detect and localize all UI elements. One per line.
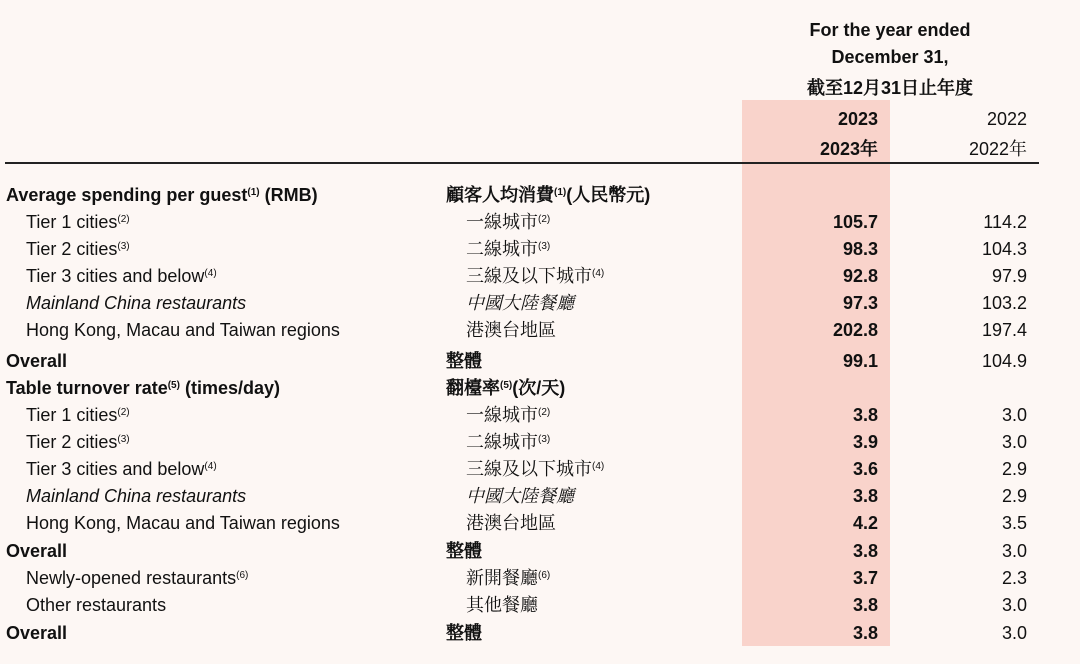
row-label-en: Other restaurants: [26, 595, 167, 615]
value-2022: 104.3: [981, 239, 1027, 259]
value-2022: 2.9: [1001, 486, 1027, 506]
row-label-cn: 顧客人均消費$^{(1)}$(人民幣元): [446, 185, 651, 205]
row-label-en: Table turnover rate$^{(5)}$ (times/day): [6, 378, 280, 398]
value-2023: 92.8: [842, 266, 878, 286]
value-2022: 3.0: [1001, 595, 1027, 615]
value-2023: 202.8: [832, 320, 878, 340]
row-label-en: Hong Kong, Macau and Taiwan regions: [26, 320, 340, 340]
row-label-cn: 二線城市$^{(3)}$: [466, 432, 551, 452]
row-label-en: Tier 3 cities and below$^{(4)}$: [26, 266, 217, 286]
row-label-cn: 整體: [446, 541, 482, 561]
row-label-en: Mainland China restaurants: [26, 293, 247, 313]
row-label-cn: 港澳台地區: [466, 513, 556, 533]
row-label-cn: 中國大陸餐廳: [466, 486, 574, 506]
value-2022: 3.0: [1001, 541, 1027, 561]
row-label-en: Tier 3 cities and below$^{(4)}$: [26, 459, 217, 479]
value-2022: 197.4: [981, 320, 1027, 340]
table-row: [0, 402, 1080, 429]
value-2023: 99.1: [842, 351, 878, 371]
value-2022: 114.2: [983, 212, 1027, 232]
row-label-cn: 一線城市$^{(2)}$: [466, 405, 551, 425]
table-row: [0, 483, 1080, 510]
row-label-en: Tier 1 cities$^{(2)}$: [26, 212, 130, 232]
table-row: [0, 456, 1080, 483]
header-rule: [5, 162, 1039, 164]
col-2023-cn-label: 2023年: [819, 139, 878, 159]
value-2023: 3.8: [852, 623, 878, 643]
row-label-cn: 二線城市$^{(3)}$: [466, 239, 551, 259]
row-label-cn: 整體: [446, 623, 482, 643]
table-row: [0, 182, 1080, 209]
row-label-cn: 港澳台地區: [466, 320, 556, 340]
table-row: [0, 538, 1080, 565]
table-row: [0, 565, 1080, 592]
row-label-cn: 三線及以下城市$^{(4)}$: [466, 459, 605, 479]
header-line-3: 截至12月31日止年度: [806, 78, 974, 98]
value-2023: 3.7: [852, 568, 878, 588]
row-label-en: Overall: [6, 541, 68, 561]
value-2023: 3.9: [852, 432, 878, 452]
table-row: [0, 290, 1080, 317]
value-2022: 3.5: [1001, 513, 1027, 533]
value-2023: 3.8: [852, 405, 878, 425]
row-label-en: Hong Kong, Macau and Taiwan regions: [26, 513, 340, 533]
row-label-cn: 翻檯率$^{(5)}$(次/天): [446, 378, 566, 398]
row-label-en: Newly-opened restaurants$^{(6)}$: [26, 568, 249, 588]
value-2023: 3.8: [852, 486, 878, 506]
row-label-cn: 中國大陸餐廳: [466, 293, 574, 313]
row-label-en: Tier 2 cities$^{(3)}$: [26, 239, 130, 259]
table-row: [0, 263, 1080, 290]
row-label-cn: 一線城市$^{(2)}$: [466, 212, 551, 232]
value-2022: 3.0: [1001, 432, 1027, 452]
table-row: [0, 375, 1080, 402]
table-row: [0, 236, 1080, 263]
row-label-en: Average spending per guest$^{(1)}$ (RMB): [6, 185, 318, 205]
value-2023: 97.3: [842, 293, 878, 313]
table-row: [0, 620, 1080, 647]
row-label-en: Overall: [6, 351, 68, 371]
row-label-en: Overall: [6, 623, 68, 643]
table-row: [0, 592, 1080, 619]
row-label-en: Mainland China restaurants: [26, 486, 247, 506]
value-2023: 3.8: [852, 595, 878, 615]
col-2023-label: 2023: [837, 109, 878, 129]
value-2023: 105.7: [832, 212, 878, 232]
table-row: [0, 348, 1080, 375]
row-label-cn: 整體: [446, 351, 482, 371]
row-label-cn: 其他餐廳: [466, 595, 538, 615]
row-label-en: Tier 1 cities$^{(2)}$: [26, 405, 130, 425]
value-2023: 4.2: [852, 513, 878, 533]
value-2023: 3.8: [852, 541, 878, 561]
value-2022: 3.0: [1001, 623, 1027, 643]
row-label-cn: 三線及以下城市$^{(4)}$: [466, 266, 605, 286]
value-2022: 2.9: [1001, 459, 1027, 479]
row-label-en: Tier 2 cities$^{(3)}$: [26, 432, 130, 452]
col-2022-cn-label: 2022年: [968, 139, 1027, 159]
header-line-1: For the year ended: [809, 20, 971, 40]
value-2022: 3.0: [1001, 405, 1027, 425]
value-2022: 103.2: [981, 293, 1027, 313]
value-2022: 104.9: [981, 351, 1027, 371]
row-label-cn: 新開餐廳$^{(6)}$: [466, 568, 551, 588]
table-row: [0, 317, 1080, 344]
value-2023: 3.6: [852, 459, 878, 479]
value-2022: 2.3: [1001, 568, 1027, 588]
value-2023: 98.3: [842, 239, 878, 259]
table-row: [0, 510, 1080, 537]
header-line-2: December 31,: [831, 47, 949, 67]
value-2022: 97.9: [991, 266, 1027, 286]
table-row: [0, 209, 1080, 236]
table-row: [0, 429, 1080, 456]
col-2022-label: 2022: [986, 109, 1027, 129]
